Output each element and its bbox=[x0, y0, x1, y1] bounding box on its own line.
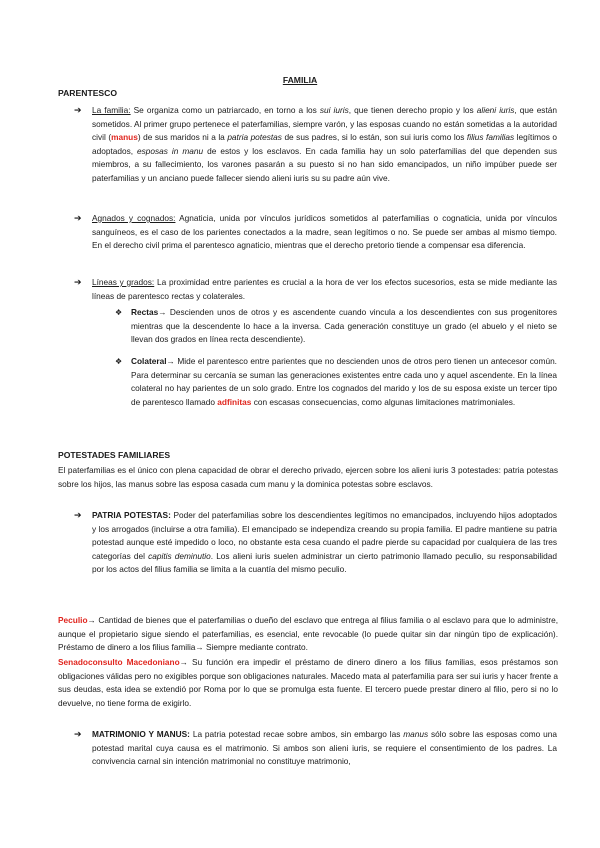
italic-text: capitis deminutio bbox=[148, 550, 211, 561]
highlight-manus: manus bbox=[111, 132, 138, 143]
arrow-bullet-icon: ➔ bbox=[74, 510, 82, 520]
section-heading-parentesco: PARENTESCO bbox=[58, 88, 118, 98]
italic-text: alieni iuris bbox=[476, 105, 515, 115]
term-peculio: Peculio bbox=[58, 615, 88, 625]
paragraph-matrimonio bbox=[92, 728, 557, 769]
text: ) de sus maridos ni a la bbox=[137, 132, 228, 143]
term-colateral: Colateral bbox=[131, 356, 167, 366]
paragraph-lineas bbox=[92, 276, 557, 303]
arrow-bullet-icon: ➔ bbox=[74, 729, 82, 739]
term-matrimonio: MATRIMONIO Y MANUS: bbox=[92, 729, 190, 739]
paragraph-colateral bbox=[131, 355, 557, 409]
diamond-bullet-icon: ❖ bbox=[115, 357, 123, 366]
diamond-bullet-icon: ❖ bbox=[115, 308, 123, 317]
text: Poder del paterfamilias sobre los descendientes legítimos no emancipados, incluyendo hijos adoptados y los arrogados (incluirse a otra familia). El emancipado se independiza creando su propia familia. El padre mantiene su patria potestad aunque esté impedido o loco, no obstante esta cesa cuando el padre pierde su capacidad por cualquiera de las tres categorías del bbox=[92, 510, 558, 561]
paragraph-rectas bbox=[131, 306, 557, 347]
text: , que tienen derecho propio y los bbox=[348, 105, 477, 115]
italic-text: filius familias bbox=[466, 132, 515, 143]
paragraph-agnados bbox=[92, 212, 557, 253]
paragraph-familia bbox=[92, 104, 557, 186]
text: con escasas consecuencias, como algunas limitaciones matrimoniales. bbox=[251, 396, 516, 407]
term-familia: La familia: bbox=[92, 105, 131, 115]
text: La patria potestad recae sobre ambos, sin embargo las bbox=[189, 729, 404, 739]
text: sólo sobre las esposas como una potestad marital cuya causa es el matrimonio. Si ambos son alieni iuris, se requiere el consentimiento de los padres. La convivencia carnal sin intención matrimonial no constituye matrimonio, bbox=[92, 729, 558, 767]
text: La proximidad entre parientes es crucial a la hora de ver los efectos sucesorios, esta se mide mediante las líneas de parentesco rectas y colaterales. bbox=[92, 277, 557, 301]
italic-text: manus bbox=[403, 729, 429, 739]
highlight-adfinitas: adfinitas bbox=[217, 396, 252, 407]
paragraph-peculio bbox=[58, 614, 558, 655]
term-rectas: Rectas bbox=[131, 307, 159, 317]
term-patria-potestas: PATRIA POTESTAS: bbox=[92, 510, 171, 520]
text: de sus padres, si lo están, son sui iuris como los bbox=[281, 132, 467, 143]
text: → Descienden unos de otros y es ascendente cuando vincula a los descendientes con sus progenitores mientras que la descendente lo hace a la inversa. Cada generación constituye un grado (el abuelo y el nieto se llevan dos grados en línea recta descendiente). bbox=[131, 307, 557, 345]
text: Se organiza como un patriarcado, en torno a los bbox=[130, 105, 320, 115]
text: . Los alieni iuris suelen administrar un cierto patrimonio llamado peculio, su responsabilidad por los actos del filius familia se limita a la cuantía del mismo peculio. bbox=[92, 550, 557, 575]
term-agnados: Agnados y cognados: bbox=[92, 213, 176, 223]
italic-text: sui iuris bbox=[319, 105, 349, 115]
text: → Cantidad de bienes que el paterfamilias o dueño del esclavo que entrega al filius familia o al esclavo para que lo administre, aunque el propietario sigue siendo el paterfamilias, es esencial, ente revocable (lo puede quitar sin dar ningún tipo de explicación). Préstamo de dinero a los filius familia→ Siempre mediante contrato. bbox=[58, 615, 558, 653]
text: Agnaticia, unida por vínculos jurídicos sometidos al paterfamilias o cognaticia, unida por vínculos sanguíneos, es el caso de los parientes conectados a la madre, sean legítimos o no. Se puede ser ambas al mismo tiempo. En el derecho civil prima el parentesco agnaticio, mientras que el derecho pretorio tiende a compensar esa diferencia. bbox=[92, 213, 557, 251]
text: de estos y los esclavos. En cada familia hay un solo paterfamilias del que dependen sus miembros, a su fallecimiento, los varones pasarán a su puesto si no han sido emancipados, un niño impúber puede ser paterfamilias y un anciano puede fallecer siendo alieni iuris su su padre aún vive. bbox=[92, 145, 557, 183]
text: → Mide el parentesco entre parientes que no descienden unos de otros pero tienen un antecesor común. Para determinar su cercanía se suman las generaciones existentes entre cada uno y aquel ascendente. En la línea colateral no hay parientes de un solo grado. Entre los cognados del marido y los de su esposa existe un tercer tipo de parentesco llamado bbox=[131, 356, 557, 407]
paragraph-senadoconsulto bbox=[58, 656, 558, 710]
arrow-bullet-icon: ➔ bbox=[74, 213, 82, 223]
arrow-bullet-icon: ➔ bbox=[74, 277, 82, 287]
term-lineas: Líneas y grados: bbox=[92, 277, 155, 287]
italic-text: esposas in manu bbox=[137, 145, 204, 156]
paragraph-patria-potestas bbox=[92, 509, 557, 577]
page-title: FAMILIA bbox=[282, 75, 318, 85]
italic-text: patria potestas bbox=[227, 132, 282, 143]
term-senadoconsulto: Senadoconsulto Macedoniano bbox=[58, 657, 180, 667]
section-heading-potestades: POTESTADES FAMILIARES bbox=[58, 450, 171, 460]
paragraph-potestades-intro: El paterfamilias es el único con plena capacidad de obrar el derecho privado, ejercen sobre los alieni iuris 3 potestades: patria potestas sobre los hijos, las manus sobre las esposa casada cum manu y la dominica potestas sobre esclavos. bbox=[58, 465, 558, 489]
arrow-bullet-icon: ➔ bbox=[74, 105, 82, 115]
text: legítimos o adoptados, bbox=[92, 132, 557, 156]
text: , que están sometidos. Al primer grupo pertenece el paterfamilias, siempre varón, y las esposas cuando no están sometidas a la autoridad civil ( bbox=[92, 105, 557, 143]
text: → Su función era impedir el préstamo de dinero dinero a los filius familias, esos préstamos son obligaciones válidas pero no exigibles porque son obligaciones naturales. Macedo mata al paterfamilia para ser sui iuris y hacer frente a sus deudas, esta idea se extendió por Roma por lo que se promulga esta fuente. El tercero puede prestar dinero al filio, pero si no lo devuelve, no tiene forma de exigirlo. bbox=[58, 657, 558, 708]
